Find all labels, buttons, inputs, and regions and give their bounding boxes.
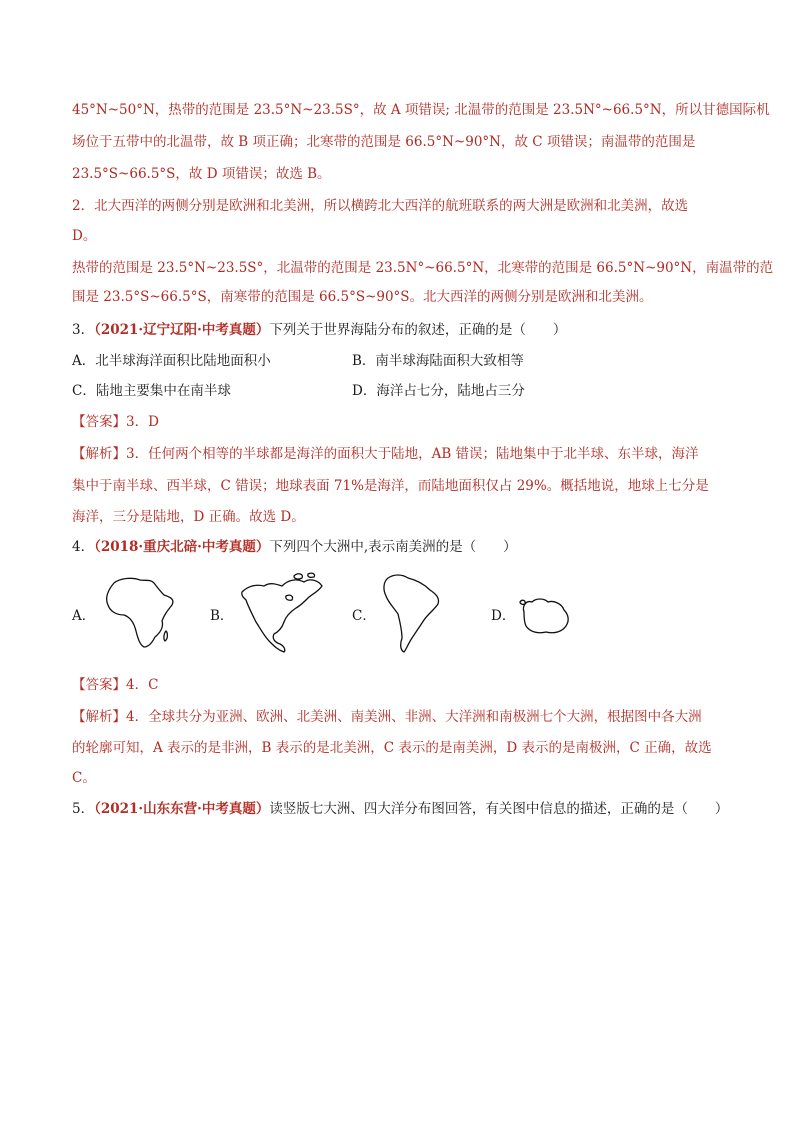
analysis-text: 4．全球共分为亚洲、欧洲、北美洲、南美洲、非洲、大洋洲和南极洲七个大洲，根据图中各大洲 <box>126 709 702 725</box>
analysis-text: 3．任何两个相等的半球都是海洋的面积大于陆地，AB 错误；陆地集中于北半球、东半球，海洋 <box>126 446 699 462</box>
question-source: （2021·辽宁辽阳·中考真题） <box>94 322 270 338</box>
answer-line <box>72 412 159 432</box>
question-4 <box>72 537 517 557</box>
option-d[interactable]: D．海洋占七分，陆地占三分 <box>352 383 525 399</box>
answer-value: 3．D <box>126 414 159 430</box>
analysis-line: 的轮廓可知，A 表示的是非洲，B 表示的是北美洲，C 表示的是南美洲，D 表示的是南极洲，C 正确，故选 <box>72 740 712 756</box>
option-c[interactable]: C．陆地主要集中在南半球 <box>72 383 231 399</box>
africa-map-icon <box>100 575 180 651</box>
question-3 <box>72 320 566 340</box>
question-source: （2018·重庆北碚·中考真题） <box>94 539 270 555</box>
answer-tag: 【答案】 <box>72 414 126 430</box>
analysis-line: 集中于南半球、西半球，C 错误；地球表面 71%是海洋，而陆地面积仅占 29%。概括地说，地球上七分是 <box>72 478 709 494</box>
analysis-line <box>72 707 702 727</box>
analysis-line: 海洋，三分是陆地，D 正确。故选 D。 <box>72 509 305 525</box>
explanation-line: D。 <box>72 228 97 244</box>
answer-line <box>72 675 158 695</box>
question-stem: 读竖版七大洲、四大洋分布图回答，有关图中信息的描述，正确的是（ ） <box>269 801 729 817</box>
south-america-map-icon <box>378 572 444 654</box>
question-number: 5． <box>72 801 95 817</box>
explanation-line: 23.5°S~66.5°S，故 D 项错误；故选 B。 <box>72 166 331 182</box>
map-option-d-label[interactable]: D． <box>491 608 516 624</box>
answer-tag: 【答案】 <box>72 677 126 693</box>
question-5 <box>72 799 728 819</box>
antarctica-map-icon <box>518 596 572 636</box>
north-america-map-icon <box>238 572 330 654</box>
option-b[interactable]: B．南半球海陆面积大致相等 <box>352 353 524 369</box>
explanation-line: 围是 23.5°S~66.5°S，南寒带的范围是 66.5°S~90°S。北大西洋的两侧分别是欧洲和北美洲。 <box>72 289 653 305</box>
answer-value: 4．C <box>126 677 159 693</box>
option-a[interactable]: A．北半球海洋面积比陆地面积小 <box>72 353 271 369</box>
map-option-c-label[interactable]: C． <box>352 608 376 624</box>
question-number: 3． <box>72 322 95 338</box>
question-number: 4． <box>72 539 95 555</box>
analysis-tag: 【解析】 <box>72 709 126 725</box>
question-stem: 下列四个大洲中,表示南美洲的是（ ） <box>269 539 517 555</box>
question-source: （2021·山东东营·中考真题） <box>94 801 270 817</box>
analysis-line <box>72 444 699 464</box>
explanation-line: 45°N~50°N，热带的范围是 23.5°N~23.5S°，故 A 项错误; 北温带的范围是 23.5N°~66.5°N，所以甘德国际机 <box>72 102 770 118</box>
explanation-line: 2．北大西洋的两侧分别是欧洲和北美洲，所以横跨北大西洋的航班联系的两大洲是欧洲和北美洲，故选 <box>72 198 689 214</box>
analysis-line: C。 <box>72 770 96 786</box>
map-option-b-label[interactable]: B． <box>210 608 234 624</box>
question-stem: 下列关于世界海陆分布的叙述，正确的是（ ） <box>269 322 567 338</box>
map-option-a-label[interactable]: A． <box>72 608 96 624</box>
explanation-line: 热带的范围是 23.5°N~23.5S°，北温带的范围是 23.5N°~66.5°N，北寒带的范围是 66.5°N~90°N，南温带的范 <box>72 260 774 276</box>
explanation-line: 场位于五带中的北温带，故 B 项正确；北寒带的范围是 66.5°N~90°N，故 C 项错误；南温带的范围是 <box>72 134 696 150</box>
analysis-tag: 【解析】 <box>72 446 126 462</box>
